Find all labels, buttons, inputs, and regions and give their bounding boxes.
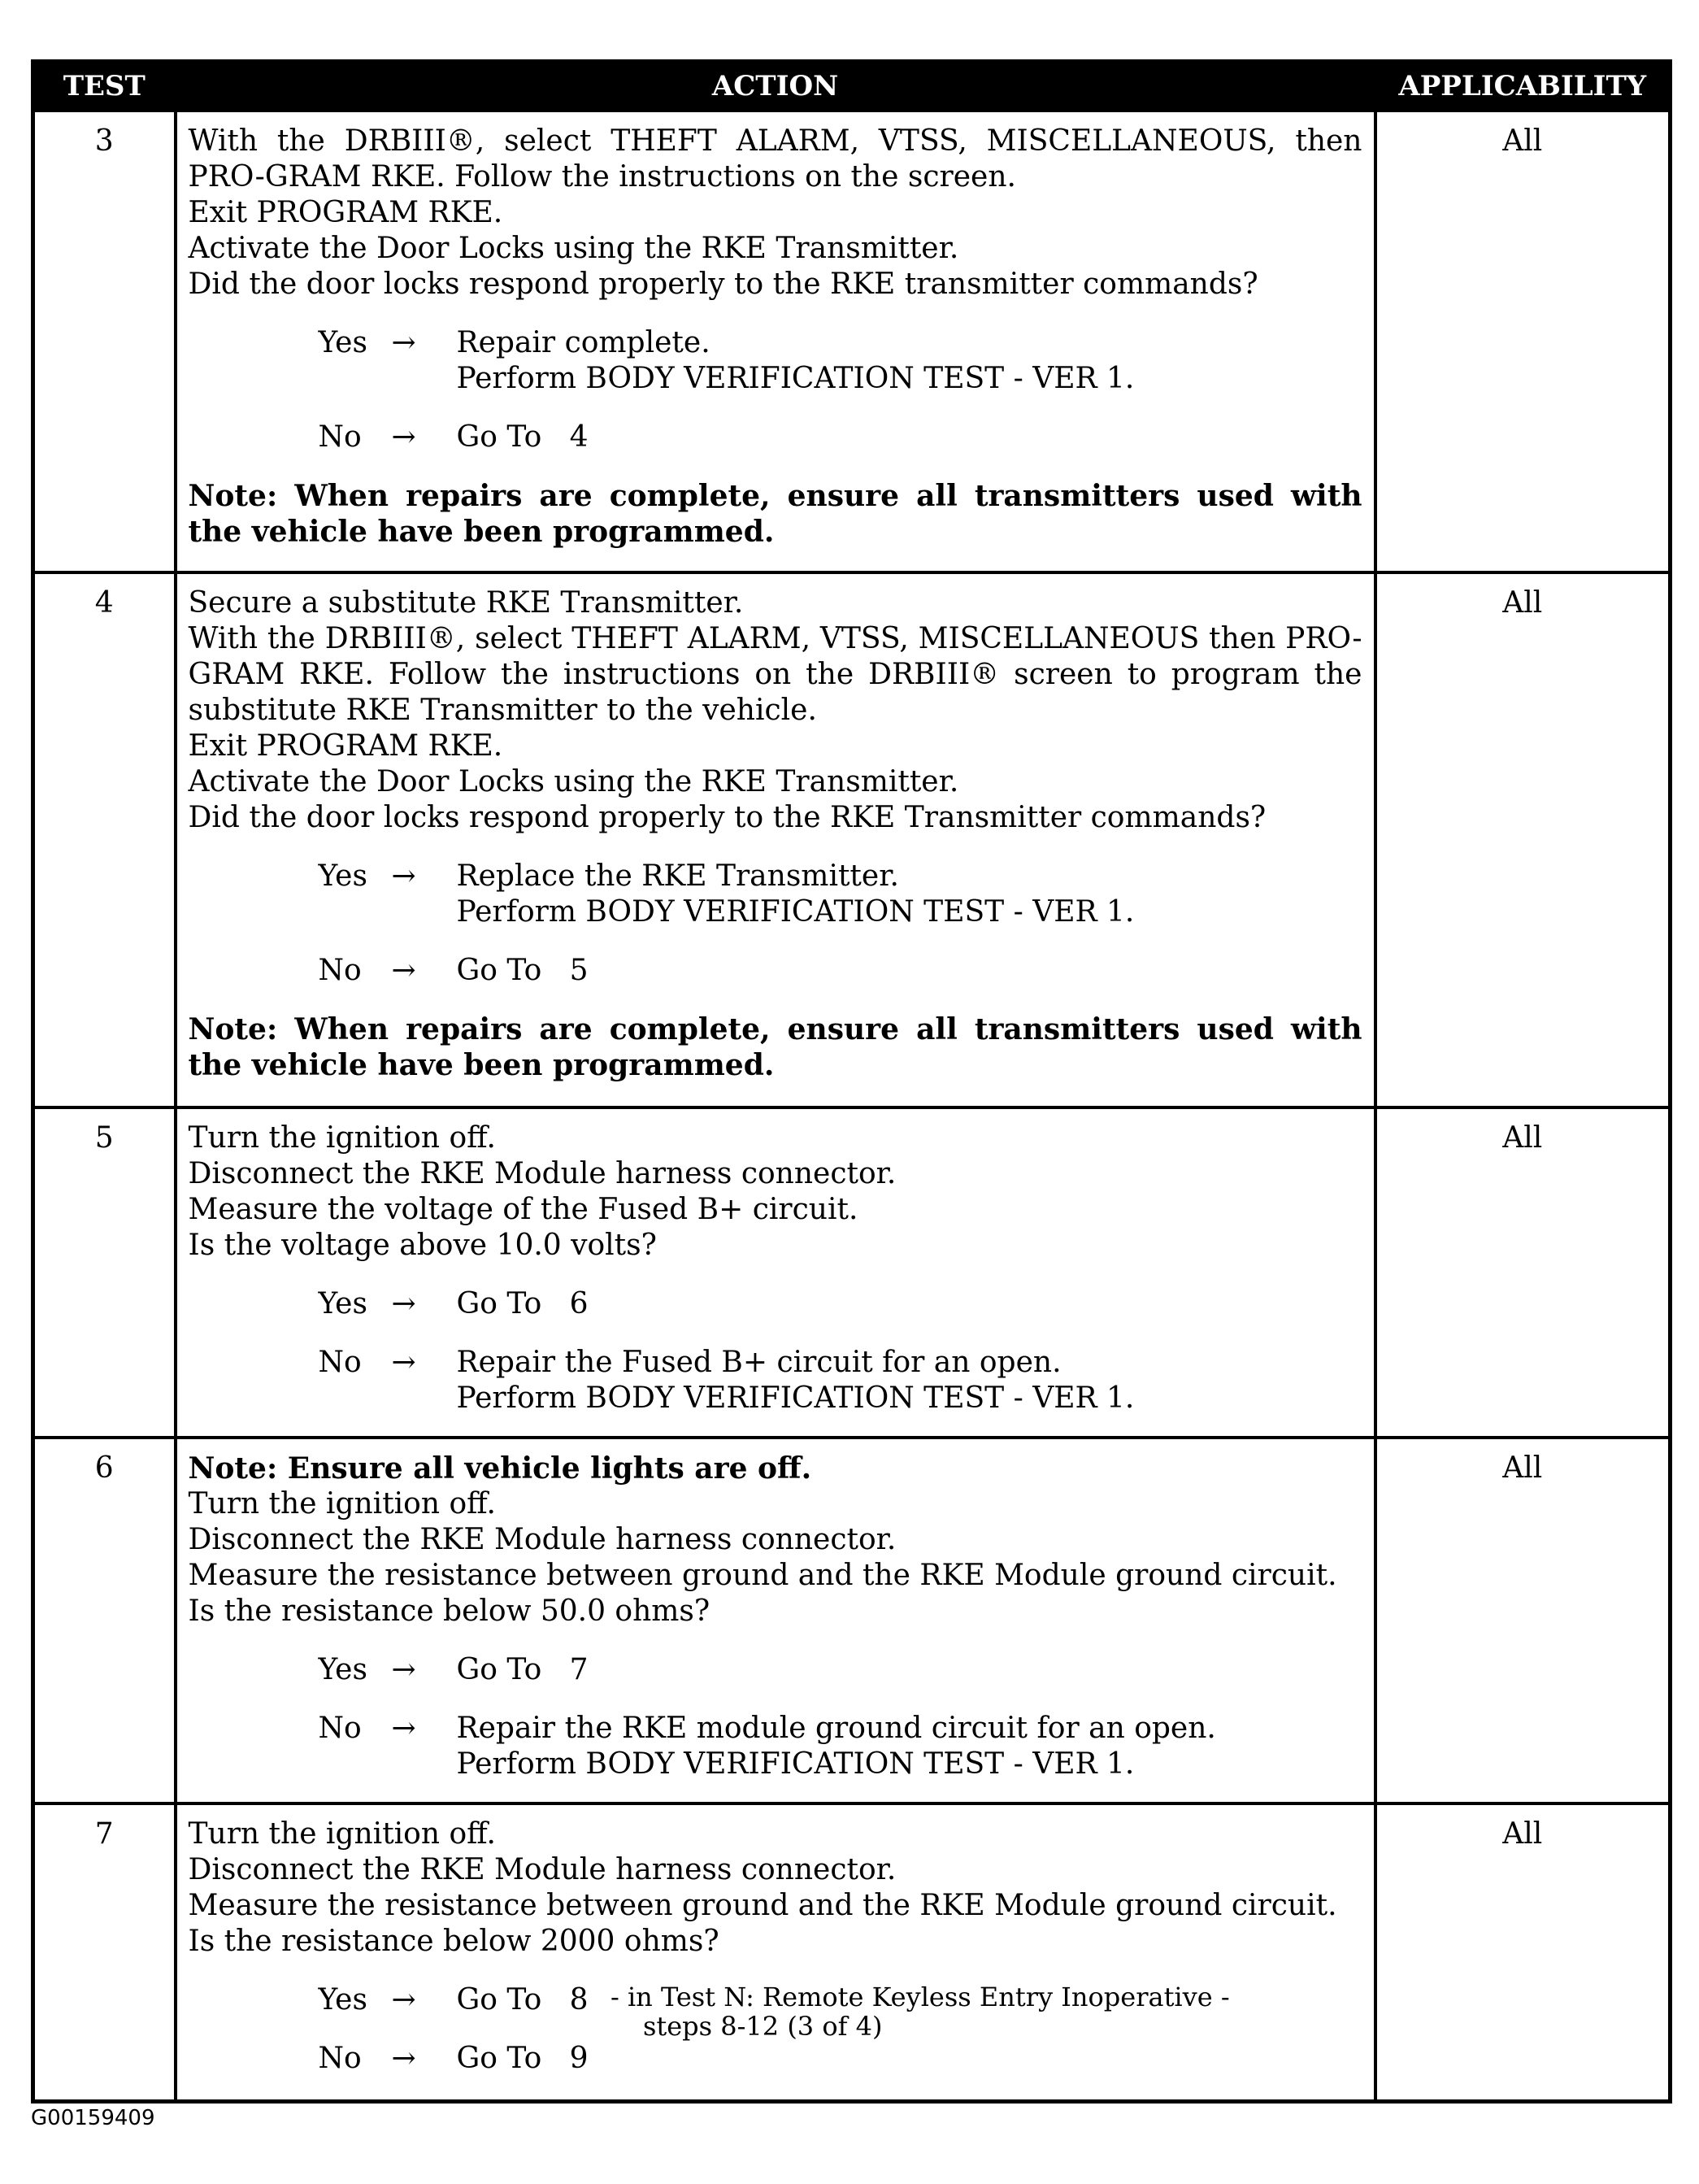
no-branch: [319, 420, 1362, 455]
arrow-icon: →: [391, 1653, 416, 1686]
yes-text: Perform BODY VERIFICATION TEST - VER 1.: [456, 362, 1135, 395]
test-reference: - in Test N: Remote Keyless Entry Inoperative -: [610, 1982, 1230, 2012]
no-text: Perform BODY VERIFICATION TEST - VER 1.: [456, 1747, 1135, 1781]
yes-branch: [319, 325, 1362, 397]
yes-text: Go To 7: [456, 1653, 589, 1686]
no-text: Go To 5: [456, 954, 589, 987]
action-cell: [176, 111, 1375, 572]
action-line: Measure the resistance between ground and the RKE Module ground circuit.: [188, 1889, 1337, 1922]
test-number: 3: [33, 111, 176, 572]
no-label: No: [318, 1346, 362, 1379]
yes-branch: [319, 1652, 1362, 1688]
arrow-icon: →: [391, 1983, 416, 2017]
note-text: Note: When repairs are complete, ensure all transmitters used with the vehicle have been programmed.: [188, 479, 1362, 549]
figure-id: G00159409: [31, 2106, 155, 2130]
yes-branch: [319, 1286, 1362, 1322]
applicability-value: All: [1375, 1803, 1671, 2101]
table-row: [33, 1438, 1671, 1803]
no-text: Repair the RKE module ground circuit for an open.: [456, 1712, 1216, 1745]
no-text: Go To 9: [456, 2042, 589, 2075]
yes-branch: [319, 859, 1362, 930]
action-line: Disconnect the RKE Module harness connector.: [188, 1853, 897, 1886]
applicability-value: All: [1375, 1438, 1671, 1803]
action-line: Did the door locks respond properly to the RKE Transmitter commands?: [188, 801, 1267, 834]
action-line: Is the resistance below 2000 ohms?: [188, 1925, 719, 1958]
arrow-icon: →: [391, 1712, 416, 1745]
no-branch: [319, 2041, 1362, 2077]
yes-branch: [319, 1982, 1362, 2041]
diagnostic-table: [31, 59, 1672, 2104]
action-line: Exit PROGRAM RKE.: [188, 729, 503, 763]
table-row: [33, 1107, 1671, 1438]
action-line: Activate the Door Locks using the RKE Transmitter.: [188, 232, 959, 265]
yes-label: Yes: [318, 1983, 367, 2017]
action-line: Disconnect the RKE Module harness connector.: [188, 1523, 897, 1556]
no-branch: [319, 1711, 1362, 1782]
action-line: Activate the Door Locks using the RKE Transmitter.: [188, 765, 959, 798]
no-label: No: [318, 2042, 362, 2075]
no-text: Repair the Fused B+ circuit for an open.: [456, 1346, 1062, 1379]
action-line: Disconnect the RKE Module harness connector.: [188, 1157, 897, 1190]
no-label: No: [318, 420, 362, 454]
arrow-icon: →: [391, 954, 416, 987]
test-reference: steps 8-12 (3 of 4): [642, 2011, 883, 2042]
yes-text: Repair complete.: [456, 326, 710, 359]
header-applicability: APPLICABILITY: [1375, 62, 1671, 111]
table-header-row: [33, 62, 1671, 111]
yes-label: Yes: [318, 326, 367, 359]
yes-text: Go To 6: [456, 1287, 589, 1320]
action-paragraph: With the DRBIII®, select THEFT ALARM, VTSS, MISCELLANEOUS then PRO-GRAM RKE. Follow the instructions on the DRBIII® screen to program the substitute RKE Transmitter to the vehicle.: [188, 622, 1362, 727]
test-number: 7: [33, 1803, 176, 2101]
note-text: Note: When repairs are complete, ensure all transmitters used with the vehicle have been programmed.: [188, 1012, 1362, 1082]
test-number: 5: [33, 1107, 176, 1438]
action-cell: [176, 1438, 1375, 1803]
action-line: Did the door locks respond properly to the RKE transmitter commands?: [188, 268, 1258, 301]
arrow-icon: →: [391, 1346, 416, 1379]
action-line: Turn the ignition off.: [188, 1817, 496, 1851]
action-line: Measure the resistance between ground and the RKE Module ground circuit.: [188, 1559, 1337, 1592]
yes-text: Go To 8: [456, 1983, 589, 2017]
header-test: TEST: [33, 62, 176, 111]
arrow-icon: →: [391, 859, 416, 893]
action-cell: [176, 1107, 1375, 1438]
action-line: Measure the voltage of the Fused B+ circuit.: [188, 1193, 858, 1226]
test-number: 6: [33, 1438, 176, 1803]
applicability-value: All: [1375, 111, 1671, 572]
table-row: [33, 1803, 1671, 2101]
table-row: [33, 111, 1671, 572]
action-line: Exit PROGRAM RKE.: [188, 196, 503, 229]
yes-text: Replace the RKE Transmitter.: [456, 859, 899, 893]
arrow-icon: →: [391, 420, 416, 454]
action-line: Turn the ignition off.: [188, 1121, 496, 1155]
action-line: Is the voltage above 10.0 volts?: [188, 1229, 657, 1262]
applicability-value: All: [1375, 572, 1671, 1107]
action-line: Is the resistance below 50.0 ohms?: [188, 1594, 710, 1628]
no-branch: [319, 953, 1362, 989]
action-line: Secure a substitute RKE Transmitter.: [188, 586, 744, 620]
arrow-icon: →: [391, 326, 416, 359]
yes-text: Perform BODY VERIFICATION TEST - VER 1.: [456, 895, 1135, 929]
action-cell: [176, 1803, 1375, 2101]
no-label: No: [318, 1712, 362, 1745]
diagnostic-page: [31, 59, 1668, 2104]
action-paragraph: With the DRBIII®, select THEFT ALARM, VTSS, MISCELLANEOUS, then PRO-GRAM RKE. Follow the instructions on the screen.: [188, 124, 1362, 194]
test-number: 4: [33, 572, 176, 1107]
yes-label: Yes: [318, 1653, 367, 1686]
yes-label: Yes: [318, 1287, 367, 1320]
arrow-icon: →: [391, 1287, 416, 1320]
no-branch: [319, 1345, 1362, 1416]
no-label: No: [318, 954, 362, 987]
yes-label: Yes: [318, 859, 367, 893]
action-cell: [176, 572, 1375, 1107]
no-text: Go To 4: [456, 420, 589, 454]
note-text: Note: Ensure all vehicle lights are off.: [188, 1451, 812, 1486]
header-action: ACTION: [176, 62, 1375, 111]
no-text: Perform BODY VERIFICATION TEST - VER 1.: [456, 1381, 1135, 1415]
table-row: [33, 572, 1671, 1107]
arrow-icon: →: [391, 2042, 416, 2075]
applicability-value: All: [1375, 1107, 1671, 1438]
action-line: Turn the ignition off.: [188, 1487, 496, 1521]
